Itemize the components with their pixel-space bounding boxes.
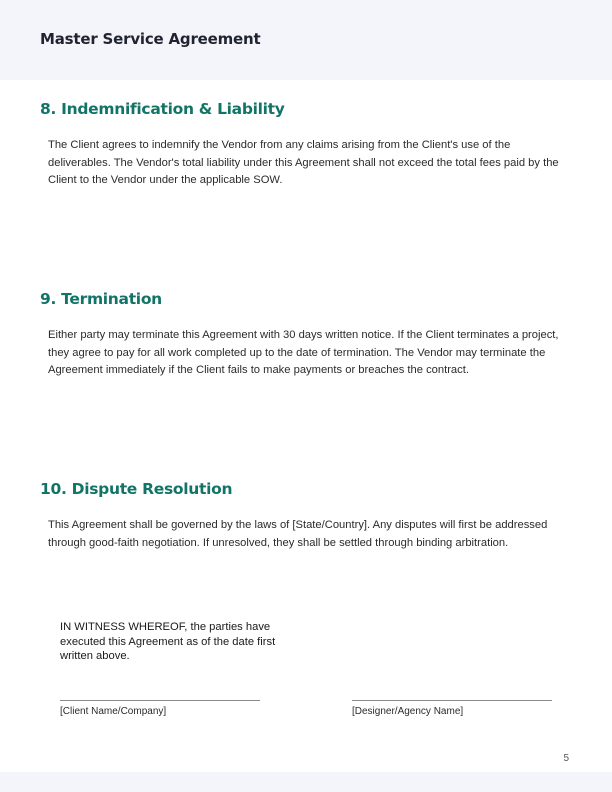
footer-band [0,772,612,792]
header-band [0,0,612,80]
designer-signature-label: [Designer/Agency Name] [352,706,464,717]
section-body-dispute-resolution: This Agreement shall be governed by the laws of [State/Country]. Any disputes will first be addressed through good-faith negotiation. If unresolved, they shall be settled through binding arbitration. [48,519,548,549]
designer-signature-line [352,700,552,701]
document-title: Master Service Agreement [40,30,261,48]
section-body-termination: Either party may terminate this Agreement with 30 days written notice. If the Client terminates a project, they agree to pay for all work completed up to the date of termination. The Vendor may terminate the Agreement immediately if the Client fails to make payments or breaches the contract. [48,329,559,376]
section-heading-indemnification: 8. Indemnification & Liability [40,100,285,118]
section-heading-dispute-resolution: 10. Dispute Resolution [40,480,233,498]
page-number: 5 [563,753,569,764]
client-signature-label: [Client Name/Company] [60,706,167,717]
section-heading-termination: 9. Termination [40,290,162,308]
client-signature-line [60,700,260,701]
witness-statement: IN WITNESS WHEREOF, the parties have executed this Agreement as of the date first written above. [60,621,276,662]
section-body-indemnification: The Client agrees to indemnify the Vendor from any claims arising from the Client's use of the deliverables. The Vendor's total liability under this Agreement shall not exceed the total fees paid by the Client to the Vendor under the applicable SOW. [48,139,559,186]
